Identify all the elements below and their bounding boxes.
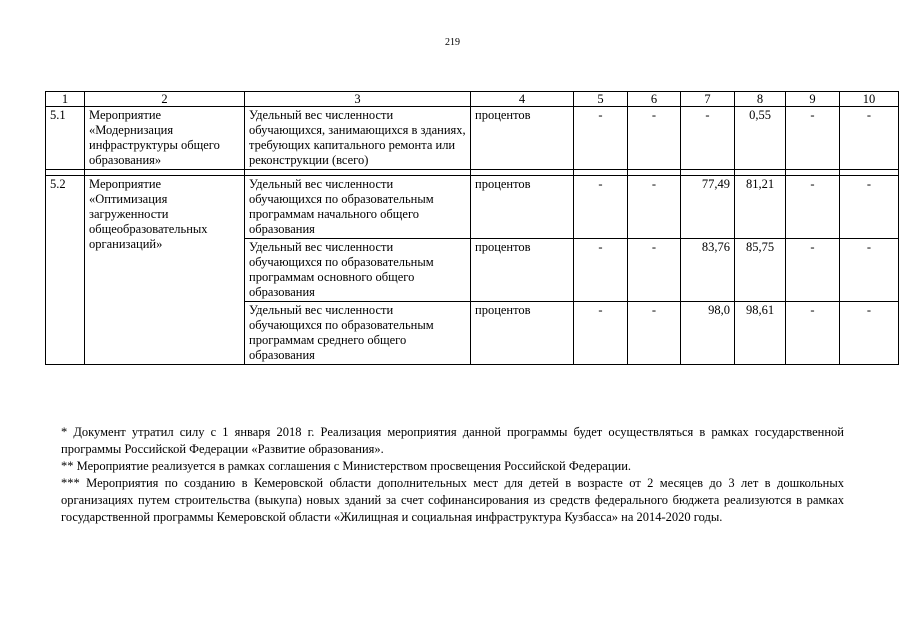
value-cell: - <box>681 107 735 170</box>
table-row <box>46 176 899 239</box>
value-cell: - <box>840 302 899 365</box>
value-cell: 98,61 <box>735 302 786 365</box>
value-cell: - <box>840 176 899 239</box>
footnote: ** Мероприятие реализуется в рамках соглашения с Министерством просвещения Российской Федерации. <box>61 459 632 473</box>
footnote: * Документ утратил силу с 1 января 2018 г. Реализация мероприятия данной программы будет осуществляться в рамках государственной программы Российской Федерации «Развитие образования». <box>61 425 844 456</box>
event-cell: Мероприятие «Оптимизация загруженности общеобразовательных организаций» <box>85 176 245 365</box>
value-cell: - <box>786 176 840 239</box>
header-cell: 7 <box>681 92 735 107</box>
table-row <box>46 107 899 170</box>
value-cell: - <box>786 239 840 302</box>
page-number: 219 <box>445 37 460 48</box>
unit-cell: процентов <box>471 239 574 302</box>
value-cell: 98,0 <box>681 302 735 365</box>
value-cell: 83,76 <box>681 239 735 302</box>
value-cell: 77,49 <box>681 176 735 239</box>
header-cell: 4 <box>471 92 574 107</box>
value-cell: 81,21 <box>735 176 786 239</box>
value-cell: 85,75 <box>735 239 786 302</box>
header-cell: 5 <box>574 92 628 107</box>
value-cell: 0,55 <box>735 107 786 170</box>
value-cell: - <box>574 107 628 170</box>
table-header-row <box>46 92 899 107</box>
indicator-cell: Удельный вес численности обучающихся, занимающихся в зданиях, требующих капитального ремонта или реконструкции (всего) <box>245 107 471 170</box>
header-cell: 3 <box>245 92 471 107</box>
indicator-cell: Удельный вес численности обучающихся по образовательным программам начального общего образования <box>245 176 471 239</box>
value-cell: - <box>786 107 840 170</box>
header-cell: 1 <box>46 92 85 107</box>
value-cell: - <box>574 239 628 302</box>
value-cell: - <box>628 239 681 302</box>
event-cell: Мероприятие «Модернизация инфраструктуры общего образования» <box>85 107 245 170</box>
unit-cell: процентов <box>471 302 574 365</box>
unit-cell: процентов <box>471 176 574 239</box>
header-cell: 10 <box>840 92 899 107</box>
unit-cell: процентов <box>471 107 574 170</box>
indicators-table <box>45 91 899 365</box>
header-cell: 8 <box>735 92 786 107</box>
row-number: 5.1 <box>46 107 85 170</box>
footnotes <box>61 424 844 526</box>
value-cell: - <box>840 107 899 170</box>
indicator-cell: Удельный вес численности обучающихся по образовательным программам среднего общего образования <box>245 302 471 365</box>
header-cell: 9 <box>786 92 840 107</box>
header-cell: 2 <box>85 92 245 107</box>
row-number: 5.2 <box>46 176 85 365</box>
value-cell: - <box>786 302 840 365</box>
value-cell: - <box>628 302 681 365</box>
value-cell: - <box>840 239 899 302</box>
value-cell: - <box>628 176 681 239</box>
indicator-cell: Удельный вес численности обучающихся по образовательным программам основного общего образования <box>245 239 471 302</box>
value-cell: - <box>574 176 628 239</box>
footnote: *** Мероприятия по созданию в Кемеровской области дополнительных мест для детей в возрасте от 2 месяцев до 3 лет в дошкольных организациях путем строительства (выкупа) новых зданий за счет софинансирования из средств федерального бюджета реализуются в рамках государственной программы Кемеровской области «Жилищная и социальная инфраструктура Кузбасса» на 2014-2020 годы. <box>61 476 844 524</box>
value-cell: - <box>628 107 681 170</box>
value-cell: - <box>574 302 628 365</box>
header-cell: 6 <box>628 92 681 107</box>
